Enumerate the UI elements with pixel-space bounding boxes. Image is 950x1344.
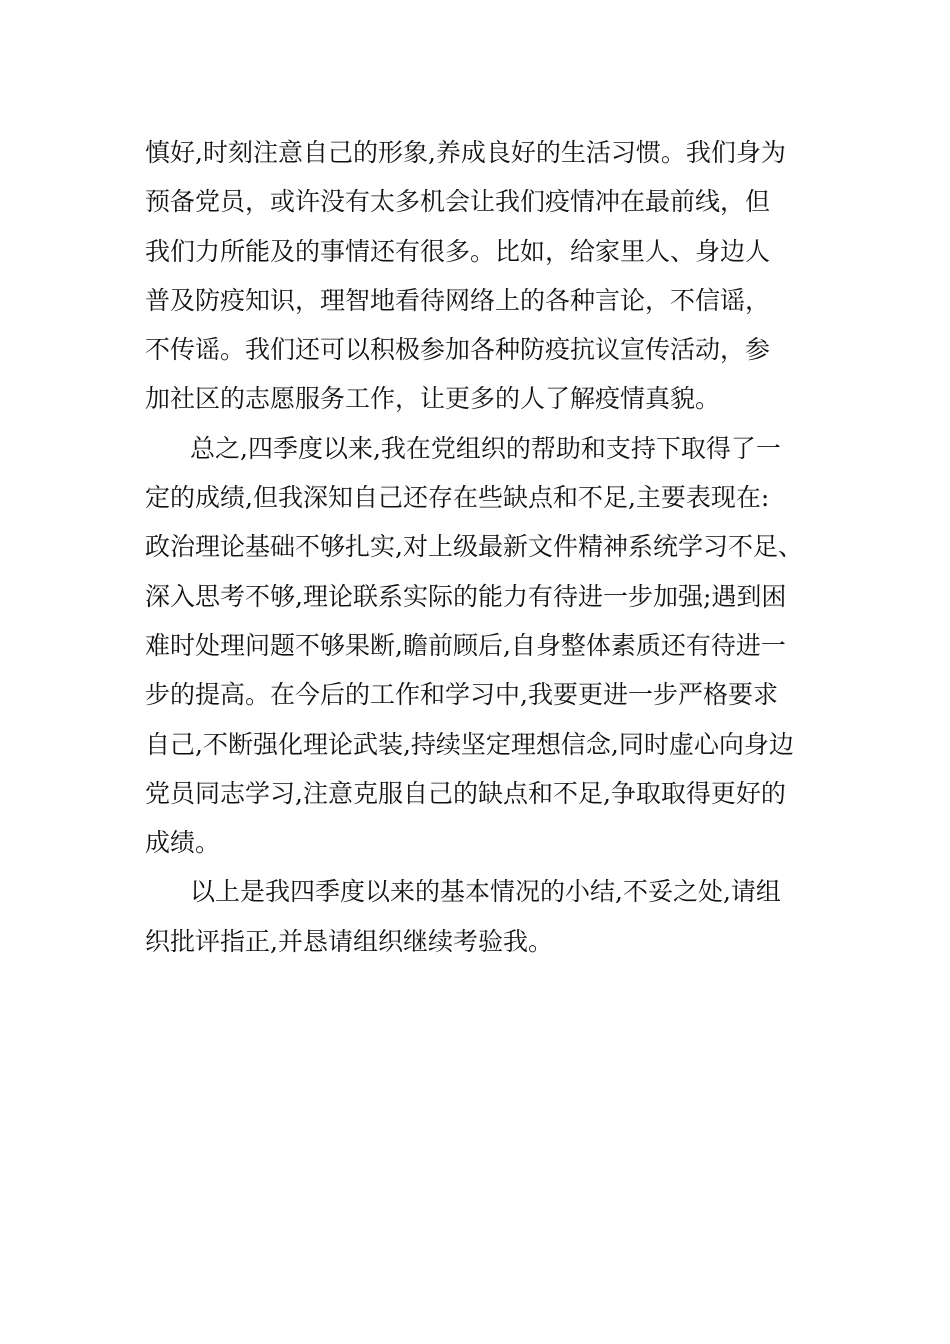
text-line: 定的成绩,但我深知自己还存在些缺点和不足,主要表现在:: [145, 483, 770, 513]
text-line: 难时处理问题不够果断,瞻前顾后,自身整体素质还有待进一: [145, 630, 786, 660]
paragraph-start-line: 总之,四季度以来,我在党组织的帮助和支持下取得了一: [190, 433, 781, 463]
text-line: 织批评指正,并恳请组织继续考验我。: [145, 926, 553, 956]
text-line: 我们力所能及的事情还有很多。比如，给家里人、身边人: [145, 236, 771, 266]
text-line: 党员同志学习,注意克服自己的缺点和不足,争取取得更好的: [145, 778, 786, 808]
text-line: 加社区的志愿服务工作，让更多的人了解疫情真貌。: [145, 384, 721, 414]
text-line: 普及防疫知识，理智地看待网络上的各种言论，不信谣，: [145, 285, 771, 315]
text-line: 政治理论基础不够扎实,对上级最新文件精神系统学习不足、: [145, 532, 803, 562]
body-text: [145, 128, 845, 966]
paragraph-start-line: 以上是我四季度以来的基本情况的小结,不妥之处,请组: [190, 877, 781, 907]
text-line: 不传谣。我们还可以积极参加各种防疫抗议宣传活动，参: [145, 335, 771, 365]
text-line: 步的提高。在今后的工作和学习中,我要更进一步严格要求: [145, 680, 778, 710]
text-line: 预备党员，或许没有太多机会让我们疫情冲在最前线，但: [145, 187, 771, 217]
text-line: 深入思考不够,理论联系实际的能力有待进一步加强;遇到困: [145, 581, 787, 611]
text-line: 慎好,时刻注意自己的形象,养成良好的生活习惯。我们身为: [145, 138, 786, 167]
text-line: 自己,不断强化理论武装,持续坚定理想信念,同时虚心向身边: [145, 729, 794, 759]
text-line: 成绩。: [145, 828, 221, 858]
